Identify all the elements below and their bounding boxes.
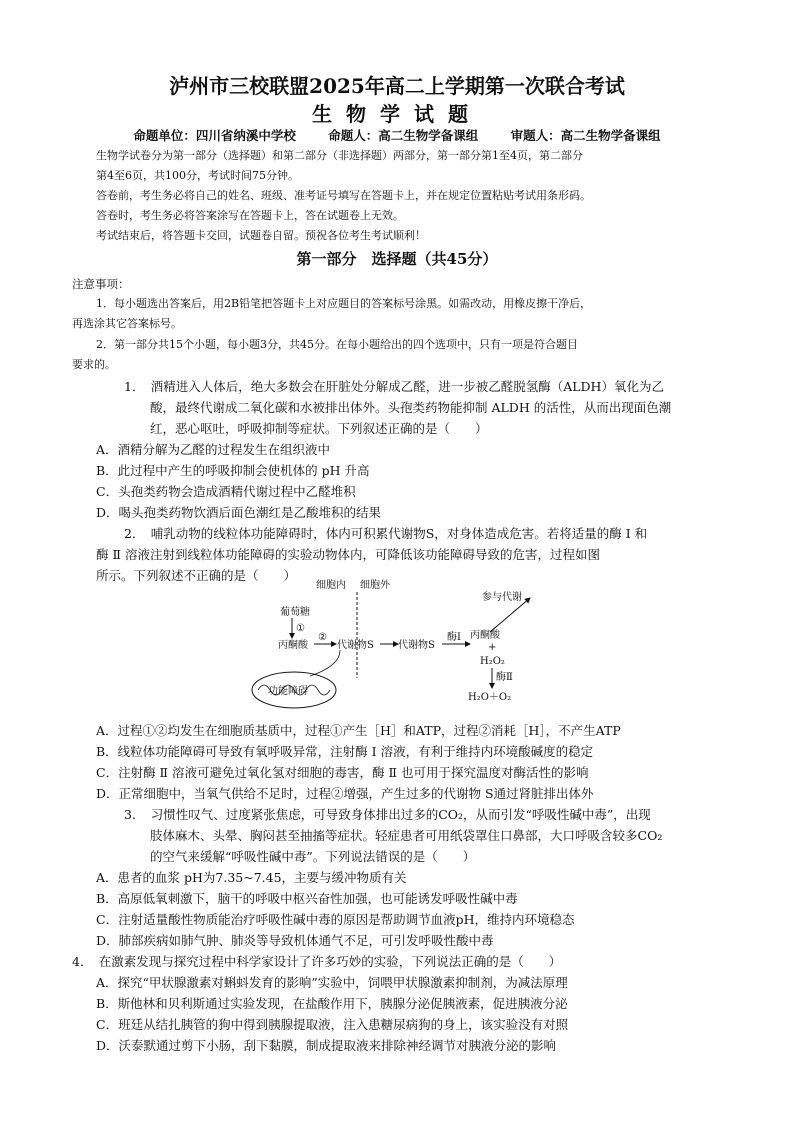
intro-line: 生物学试卷分为第一部分（选择题）和第二部分（非选择题）两部分，第一部分第1至4页，第二部分 (96, 149, 583, 162)
label-mito: 功能障碍 (268, 686, 308, 697)
section-title: 第一部分 选择题（共45分） (296, 250, 498, 268)
note-line: 1．每小题选出答案后，用2B铅笔把答题卡上对应题目的答案标号涂黑。如需改动，用橡皮擦干净后， (96, 297, 592, 310)
author-line (0, 126, 794, 144)
q1-stem: 红，恶心呕吐，呼吸抑制等症状。下列叙述正确的是（ ） (150, 421, 488, 436)
q2-stem: 酶 Ⅱ 溶液注射到线粒体功能障碍的实验动物体内，可降低该功能障碍导致的危害，过程如图 (96, 547, 600, 562)
q1-stem: 酸，最终代谢成二氧化碳和水被排出体外。头孢类药物能抑制 ALDH 的活性，从而出现面色潮 (150, 400, 672, 415)
label-outside: 细胞外 (360, 580, 390, 591)
q4-option-d: D．沃泰默通过剪下小肠，刮下黏膜，制成提取液来排除神经调节对胰液分泌的影响 (96, 1038, 557, 1053)
q1-option-a: A．酒精分解为乙醛的过程发生在组织液中 (96, 442, 331, 457)
label-glucose: 葡萄糖 (280, 607, 310, 618)
label-inside: 细胞内 (316, 580, 346, 591)
q4-stem: 4． 在激素发现与探究过程中科学家设计了许多巧妙的实验，下列说法正确的是（ ） (72, 954, 562, 969)
notes-heading: 注意事项： (72, 277, 130, 291)
label-join: 参与代谢 (482, 592, 522, 603)
q2-option-b: B．线粒体功能障碍可导致有氧呼吸异常，注射酶 Ⅰ 溶液，有利于维持内环境酸碱度的稳定 (96, 744, 594, 759)
q4-option-c: C．班廷从结扎胰管的狗中得到胰腺提取液，注入患糖尿病狗的身上，该实验没有对照 (96, 1017, 569, 1032)
q2-option-c: C．注射酶 Ⅱ 溶液可避免过氧化氢对细胞的毒害，酶 Ⅱ 也可用于探究温度对酶活性的影响 (96, 765, 589, 780)
q1-option-d: D．喝头孢类药物饮酒后面色潮红是乙酸堆积的结果 (96, 505, 382, 520)
label-enzyme2: 酶Ⅱ (496, 672, 513, 683)
q3-stem: 的空气来缓解“呼吸性碱中毒”。下列说法错误的是（ ） (150, 849, 476, 864)
subject-title: 生物学试题 (312, 102, 482, 126)
setter: 命题人：高二生物学备课组 (328, 128, 479, 143)
label-h2o2: H₂O₂ (480, 656, 505, 667)
label-enzyme1: 酶Ⅰ (447, 632, 461, 643)
q1-option-c: C．头孢类药物会造成酒精代谢过程中乙醛堆积 (96, 484, 356, 499)
label-plus: + (488, 642, 497, 653)
q1-option-b: B．此过程中产生的呼吸抑制会使机体的 pH 升高 (96, 463, 370, 478)
note-line: 2．第一部分共15个小题，每小题3分，共45分。在每小题给出的四个选项中，只有一项是符合题目 (96, 338, 578, 351)
intro-line: 答卷时，考生务必将答案涂写在答题卡上，答在试题卷上无效。 (96, 209, 404, 222)
q3-stem: 肢体麻木、头晕、胸闷甚至抽搐等症状。轻症患者可用纸袋罩住口鼻部，大口呼吸含较多CO₂ (150, 828, 663, 843)
label-step2: ② (318, 632, 327, 643)
intro-line: 第4至6页，共100分，考试时间75分钟。 (96, 169, 299, 182)
label-step1: ① (296, 623, 305, 634)
label-pyruvate2: 丙酮酸 (470, 630, 500, 641)
q3-option-c: C．注射适量酸性物质能治疗呼吸性碱中毒的原因是帮助调节血液pH，维持内环境稳态 (96, 912, 575, 927)
q3-option-a: A．患者的血浆 pH为7.35~7.45，主要与缓冲物质有关 (96, 870, 407, 885)
q3-stem: 3． 习惯性叹气、过度紧张焦虑，可导致身体排出过多的CO₂，从而引发“呼吸性碱中毒”，出现 (124, 807, 651, 822)
intro-line: 考试结束后，将答题卡交回，试题卷自留。预祝各位考生考试顺利！ (96, 229, 426, 242)
q3-option-b: B．高原低氧刺激下，脑干的呼吸中枢兴奋性加强，也可能诱发呼吸性碱中毒 (96, 891, 518, 906)
q2-stem: 2． 哺乳动物的线粒体功能障碍时，体内可积累代谢物S，对身体造成危害。若将适量的酶 Ⅰ 和 (124, 526, 648, 541)
q2-stem: 所示。下列叙述不正确的是（ ） (96, 568, 297, 583)
label-products: H₂O＋O₂ (468, 692, 512, 703)
q4-option-b: B．斯他林和贝利斯通过实验发现，在盐酸作用下，胰腺分泌促胰液素，促进胰液分泌 (96, 996, 568, 1011)
note-line: 再选涂其它答案标号。 (72, 317, 182, 330)
label-metabolite-in: 代谢物S (337, 640, 374, 651)
q2-option-d: D．正常细胞中，当氧气供给不足时，过程②增强，产生过多的代谢物 S通过肾脏排出体外 (96, 786, 594, 801)
q1-stem: 1． 酒精进入人体后，绝大多数会在肝脏处分解成乙醛，进一步被乙醛脱氢酶（ALDH）氧化为乙 (124, 379, 664, 394)
note-line: 要求的。 (72, 358, 116, 371)
label-metabolite-out: 代谢物S (398, 640, 435, 651)
intro-line: 答卷前，考生务必将自己的姓名、班级、准考证号填写在答题卡上，并在规定位置粘贴考试用条形码。 (96, 189, 591, 202)
exam-title: 泸州市三校联盟2025年高二上学期第一次联合考试 (169, 74, 625, 98)
label-pyruvate: 丙酮酸 (278, 640, 308, 651)
reviewer: 审题人：高二生物学备课组 (510, 128, 661, 143)
q2-diagram (240, 578, 570, 714)
setting-unit: 命题单位：四川省纳溪中学校 (133, 128, 296, 143)
q2-option-a: A．过程①②均发生在细胞质基质中，过程①产生［H］和ATP，过程②消耗［H］，不产生ATP (96, 723, 621, 738)
q4-option-a: A．探究“甲状腺激素对蝌蚪发育的影响”实验中，饲喂甲状腺激素抑制剂，为减法原理 (96, 975, 568, 990)
q3-option-d: D．肺部疾病如肺气肿、肺炎等导致机体通气不足，可引发呼吸性酸中毒 (96, 933, 494, 948)
